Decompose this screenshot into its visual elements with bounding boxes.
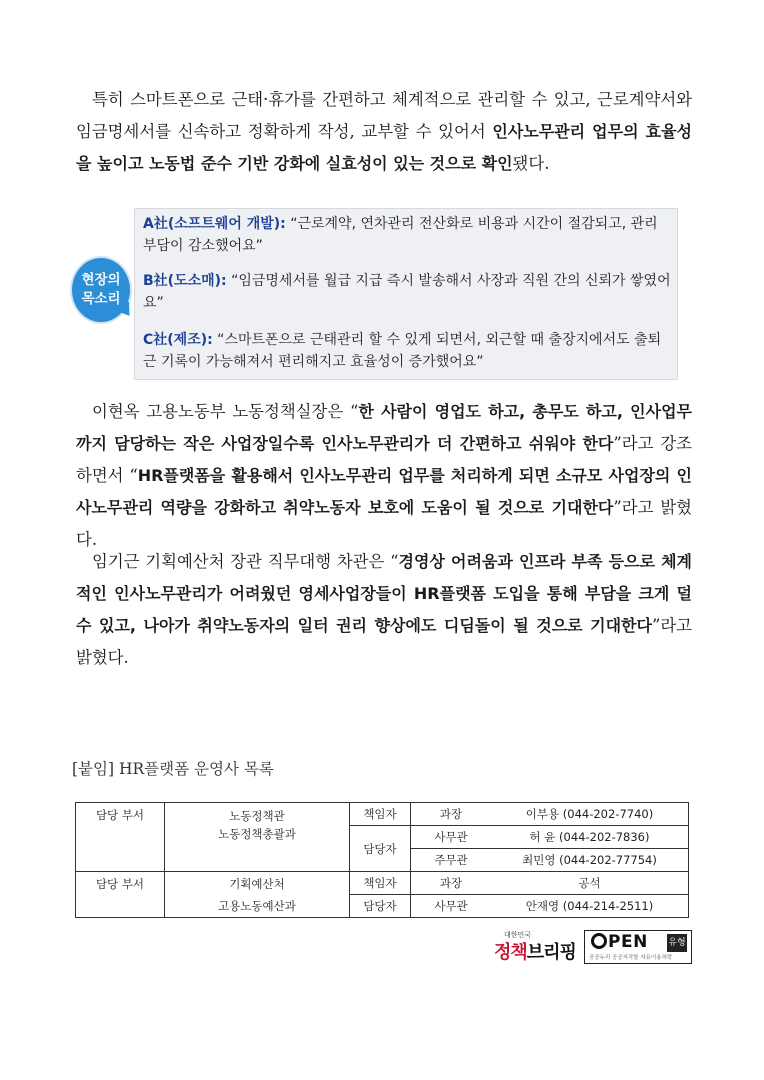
paragraph-bold: 한 사람이 영업도 하고, 총무도 하고, 인사업무까지 담당하는 작은 사업장일수록 인사노무관리가 더 간편하고 쉬워야 한다 bbox=[76, 402, 692, 453]
open-o-icon bbox=[591, 933, 607, 949]
dept-label: 담당 부서 bbox=[76, 803, 165, 872]
table-row bbox=[76, 872, 689, 895]
paragraph-tail: 됐다. bbox=[512, 154, 550, 173]
org-name: 노동정책관 bbox=[229, 809, 285, 823]
paragraph-labor-director bbox=[76, 396, 692, 556]
paragraph-text: 이현옥 고용노동부 노동정책실장은 “ bbox=[92, 402, 359, 421]
badge-line: 현장의 bbox=[81, 272, 121, 288]
badge-line: 목소리 bbox=[81, 291, 121, 307]
voice-company: C社(제조): bbox=[143, 332, 213, 348]
voice-item-a bbox=[143, 213, 671, 257]
logo-red-text: 정책 bbox=[494, 942, 527, 963]
logo-small-text: 대한민국 bbox=[504, 931, 532, 939]
paragraph-smartphone bbox=[76, 84, 692, 180]
rank-cell: 과장 bbox=[411, 872, 492, 895]
org-cell bbox=[165, 872, 350, 918]
rank-cell: 과장 bbox=[411, 803, 492, 826]
name-cell: 안재영 (044-214-2511) bbox=[491, 895, 689, 918]
attachment-note: [붙임] HR플랫폼 운영사 목록 bbox=[72, 760, 274, 778]
org-cell bbox=[165, 803, 350, 872]
paragraph-text: ”라고 강조하면서 “ bbox=[76, 434, 692, 485]
open-label: PEN bbox=[608, 932, 648, 952]
table-row bbox=[76, 803, 689, 826]
org-name: 기획예산처 bbox=[229, 876, 285, 891]
voice-quote: “스마트폰으로 근태관리 할 수 있게 되면서, 외근할 때 출장지에서도 출퇴근 기록이 가능해져서 편리해지고 효율성이 증가했어요” bbox=[143, 332, 662, 370]
role-head: 책임자 bbox=[350, 803, 411, 826]
paragraph-tail: ”라고 밝혔다. bbox=[76, 498, 692, 549]
logo-black-text: 브리핑 bbox=[526, 942, 576, 963]
paragraph-text: 임기근 기획예산처 장관 직무대행 차관은 “ bbox=[92, 552, 399, 571]
voice-quote: “임금명세서를 월급 지급 즉시 발송해서 사장과 직원 간의 신뢰가 쌓였어요” bbox=[143, 273, 671, 311]
voice-quote: “근로계약, 연차관리 전산화로 비용과 시간이 절감되고, 관리 부담이 감소했어요” bbox=[143, 216, 658, 254]
paragraph-bold: 인사노무관리 업무의 효율성을 높이고 노동법 준수 기반 강화에 실효성이 있는 것으로 확인 bbox=[76, 122, 692, 173]
footer-logos bbox=[494, 930, 690, 964]
name-cell: 최민영 (044-202-77754) bbox=[491, 849, 689, 872]
logo-big-text bbox=[494, 938, 576, 964]
contact-table bbox=[75, 802, 689, 918]
paragraph-vice-minister bbox=[76, 546, 692, 674]
paragraph-tail: ”라고 밝혔다. bbox=[76, 616, 692, 667]
open-subtitle: 공공누리 공공저작물 자유이용허락 bbox=[589, 955, 673, 961]
license-type-icon: 유형 bbox=[667, 934, 687, 952]
name-cell: 공석 bbox=[491, 872, 689, 895]
voice-company: A社(소프트웨어 개발): bbox=[143, 216, 286, 232]
dept-label: 담당 부서 bbox=[76, 872, 165, 918]
paragraph-bold: 경영상 어려움과 인프라 부족 등으로 체계적인 인사노무관리가 어려웠던 영세사업장들이 HR플랫폼 도입을 통해 부담을 크게 덜 수 있고, 나아가 취약노동자의 일터 권리 향상에도 디딤돌이 될 것으로 기대한다 bbox=[76, 552, 692, 635]
voice-item-c bbox=[143, 329, 671, 373]
org-division: 고용노동예산과 bbox=[218, 898, 296, 913]
name-cell: 이부용 (044-202-7740) bbox=[491, 803, 689, 826]
paragraph-text: 특히 스마트폰으로 근태·휴가를 간편하고 체계적으로 관리할 수 있고, 근로계약서와 임금명세서를 신속하고 정확하게 작성, 교부할 수 있어서 bbox=[76, 90, 692, 141]
rank-cell: 주무관 bbox=[411, 849, 492, 872]
name-cell: 허 윤 (044-202-7836) bbox=[491, 826, 689, 849]
role-staff: 담당자 bbox=[350, 826, 411, 872]
open-wordmark bbox=[591, 932, 648, 952]
rank-cell: 사무관 bbox=[411, 826, 492, 849]
org-division: 노동정책총괄과 bbox=[218, 827, 296, 841]
paragraph-bold: HR플랫폼을 활용해서 인사노무관리 업무를 처리하게 되면 소규모 사업장의 인사노무관리 역량을 강화하고 취약노동자 보호에 도움이 될 것으로 기대한다 bbox=[76, 466, 692, 517]
voice-item-b bbox=[143, 270, 671, 314]
kogl-open-logo bbox=[584, 930, 692, 964]
policy-briefing-logo bbox=[494, 930, 578, 964]
voice-company: B社(도소매): bbox=[143, 273, 227, 289]
role-staff: 담당자 bbox=[350, 895, 411, 918]
role-head: 책임자 bbox=[350, 872, 411, 895]
field-voice-box bbox=[134, 208, 678, 380]
rank-cell: 사무관 bbox=[411, 895, 492, 918]
